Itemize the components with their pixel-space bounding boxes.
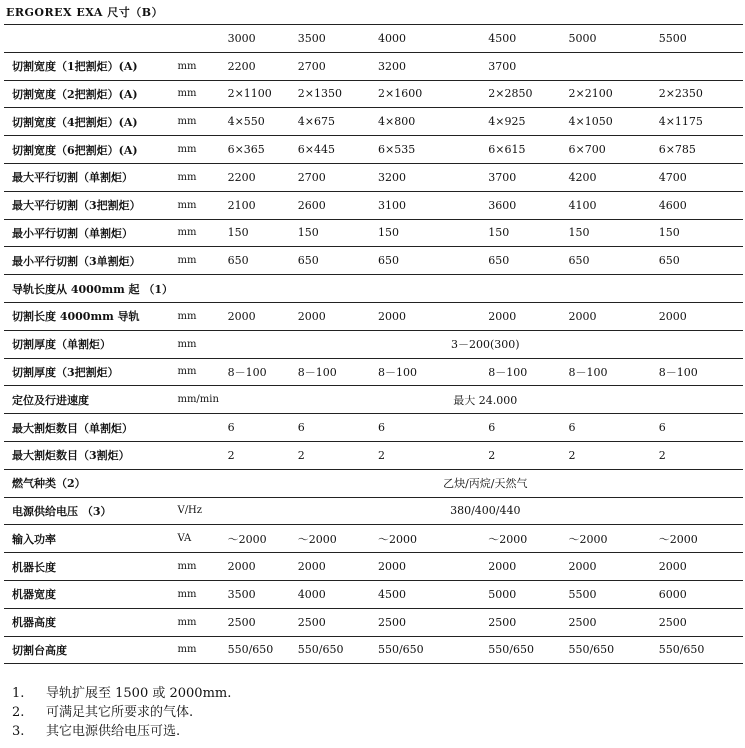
row-value: 6×615 xyxy=(488,143,526,157)
row-value: 3500 xyxy=(227,587,256,601)
row-value: 6×700 xyxy=(568,143,606,157)
row-label: 切割宽度（2把割炬）(A) xyxy=(12,87,138,101)
table-row xyxy=(4,136,743,164)
row-value: 3100 xyxy=(377,198,406,212)
row-value: 650 xyxy=(658,254,680,268)
row-value: 6 xyxy=(297,421,305,435)
row-label: 定位及行进速度 xyxy=(12,393,89,407)
row-value xyxy=(659,52,743,80)
row-value: 2000 xyxy=(377,309,406,323)
row-value: 4700 xyxy=(658,170,687,184)
row-value: 2700 xyxy=(297,170,326,184)
row-value: 650 xyxy=(227,254,249,268)
row-value: 150 xyxy=(377,226,399,240)
row-value: ～2000 xyxy=(488,532,528,546)
row-value: 550/650 xyxy=(568,643,615,657)
header-unit-cell xyxy=(177,25,227,53)
table-row xyxy=(4,219,743,247)
row-value: 4200 xyxy=(568,170,597,184)
row-value: 150 xyxy=(297,226,319,240)
row-value: 2000 xyxy=(568,560,597,574)
row-span-value: 最大 24.000 xyxy=(453,393,518,407)
table-row xyxy=(4,275,743,303)
row-value: 150 xyxy=(488,226,510,240)
row-value xyxy=(228,275,298,303)
row-value: 150 xyxy=(658,226,680,240)
row-value: 2000 xyxy=(488,560,517,574)
row-value: 2×1100 xyxy=(227,87,272,101)
header-cell: 4500 xyxy=(488,31,517,45)
row-value: 4×1050 xyxy=(568,115,613,129)
row-span-value: 380/400/440 xyxy=(450,504,521,518)
row-value: 5000 xyxy=(488,587,517,601)
row-value: 3700 xyxy=(488,59,517,73)
row-unit: VA xyxy=(177,533,192,545)
row-unit xyxy=(177,469,227,497)
row-value: 2500 xyxy=(568,615,597,629)
row-value: 4600 xyxy=(658,198,687,212)
row-value: ～2000 xyxy=(297,532,337,546)
row-value: 2000 xyxy=(658,309,687,323)
row-label: 最小平行切割（单割炬） xyxy=(12,226,133,240)
row-value: 2000 xyxy=(297,560,326,574)
row-label: 切割厚度（单割炬） xyxy=(12,338,111,352)
row-value: 650 xyxy=(488,254,510,268)
row-value: 2 xyxy=(227,448,235,462)
table-row xyxy=(4,497,743,525)
row-value: 2 xyxy=(297,448,305,462)
row-value: 6 xyxy=(377,421,385,435)
footnotes xyxy=(12,684,231,741)
row-label: 切割宽度（1把割炬）(A) xyxy=(12,60,138,74)
row-value: 2200 xyxy=(227,59,256,73)
row-unit: mm xyxy=(177,88,197,100)
footnote: 2. 可满足其它所要求的气体. xyxy=(12,705,194,720)
row-value: 2×2350 xyxy=(658,87,703,101)
header-cell: 5000 xyxy=(568,31,597,45)
header-label-cell xyxy=(4,25,177,53)
row-unit: mm xyxy=(177,199,197,211)
row-value: 2×2850 xyxy=(488,87,533,101)
row-value: 650 xyxy=(568,254,590,268)
row-value: 2200 xyxy=(227,170,256,184)
row-value: 8－100 xyxy=(568,365,608,379)
row-unit: mm xyxy=(177,588,197,600)
row-value: 2600 xyxy=(297,198,326,212)
row-unit: mm xyxy=(177,144,197,156)
row-value: 550/650 xyxy=(227,643,274,657)
page-title: ERGOREX EXA 尺寸（B） xyxy=(6,6,164,19)
table-row xyxy=(4,414,743,442)
row-unit: mm xyxy=(177,171,197,183)
row-value: 550/650 xyxy=(658,643,705,657)
table-row xyxy=(4,608,743,636)
row-value: 8－100 xyxy=(488,365,528,379)
row-value: 550/650 xyxy=(377,643,424,657)
row-unit: mm xyxy=(177,644,197,656)
footnote: 3. 其它电源供给电压可选. xyxy=(12,724,181,739)
row-label: 导轨长度从 4000mm 起 （1） xyxy=(12,282,174,296)
row-value: 2 xyxy=(488,448,496,462)
row-value: 2500 xyxy=(377,615,406,629)
table-row xyxy=(4,553,743,581)
row-label: 最大割炬数目（单割炬） xyxy=(12,421,133,435)
row-value: 2×1350 xyxy=(297,87,342,101)
row-value: 3200 xyxy=(377,170,406,184)
row-value xyxy=(568,52,658,80)
row-value: 6 xyxy=(227,421,235,435)
row-value: 2000 xyxy=(377,560,406,574)
table-row xyxy=(4,386,743,414)
row-value xyxy=(298,275,378,303)
row-value: ～2000 xyxy=(568,532,608,546)
row-label: 切割宽度（4把割炬）(A) xyxy=(12,115,138,129)
row-value: 4×675 xyxy=(297,115,335,129)
table-row xyxy=(4,525,743,553)
row-label: 切割厚度（3把割炬） xyxy=(12,365,119,379)
row-value: 4×800 xyxy=(377,115,416,129)
row-value: ～2000 xyxy=(227,532,267,546)
header-row xyxy=(4,25,743,53)
row-label: 切割宽度（6把割炬）(A) xyxy=(12,143,138,157)
row-value: 6×365 xyxy=(227,143,265,157)
row-value xyxy=(378,275,488,303)
row-value: 2 xyxy=(568,448,576,462)
row-value: 150 xyxy=(227,226,249,240)
row-value: 650 xyxy=(377,254,399,268)
row-value: 650 xyxy=(297,254,319,268)
row-value: 4×1175 xyxy=(658,115,703,129)
row-span-value: 3－200(300) xyxy=(451,338,520,352)
row-span-value: 乙炔/丙烷/天然气 xyxy=(443,477,528,491)
row-value: 8－100 xyxy=(227,365,267,379)
row-unit: mm xyxy=(177,616,197,628)
row-value: 150 xyxy=(568,226,590,240)
row-value: 6×785 xyxy=(658,143,696,157)
row-label: 输入功率 xyxy=(12,532,56,546)
row-label: 切割台高度 xyxy=(12,643,67,657)
table-row xyxy=(4,52,743,80)
row-value: 4500 xyxy=(377,587,406,601)
row-value: 2100 xyxy=(227,198,256,212)
table-row xyxy=(4,580,743,608)
footnote: 1. 导轨扩展至 1500 或 2000mm. xyxy=(12,686,232,701)
row-value: 3700 xyxy=(488,170,517,184)
row-value: 2500 xyxy=(297,615,326,629)
row-value: 2500 xyxy=(227,615,256,629)
row-value: 2000 xyxy=(297,309,326,323)
row-value: 2500 xyxy=(488,615,517,629)
row-value: 4×550 xyxy=(227,115,265,129)
spec-table-body xyxy=(4,25,743,664)
row-label: 机器高度 xyxy=(12,616,56,630)
table-row xyxy=(4,247,743,275)
row-value: 6×445 xyxy=(297,143,335,157)
row-unit: mm xyxy=(177,116,197,128)
row-value: 550/650 xyxy=(488,643,534,657)
row-unit xyxy=(177,414,227,442)
row-value: 6×535 xyxy=(377,143,416,157)
row-value: 3200 xyxy=(377,59,406,73)
row-unit xyxy=(177,441,227,469)
spec-table xyxy=(4,24,743,664)
row-value: 2×2100 xyxy=(568,87,613,101)
row-label: 机器宽度 xyxy=(12,588,56,602)
row-unit: mm xyxy=(177,366,197,378)
row-unit: mm xyxy=(177,310,197,322)
row-unit: mm/min xyxy=(177,394,219,406)
row-value: 2000 xyxy=(227,309,256,323)
row-unit: mm xyxy=(177,561,197,573)
table-row xyxy=(4,108,743,136)
row-label: 机器长度 xyxy=(12,560,56,574)
row-label: 最小平行切割（3单割炬） xyxy=(12,254,141,268)
table-row xyxy=(4,80,743,108)
row-value: 2 xyxy=(658,448,666,462)
row-value: 2000 xyxy=(488,309,517,323)
row-value xyxy=(488,275,568,303)
row-value: ～2000 xyxy=(377,532,417,546)
row-label: 最大平行切割（3把割炬） xyxy=(12,199,141,213)
row-value: 5500 xyxy=(568,587,597,601)
row-unit: V/Hz xyxy=(177,505,203,517)
table-row xyxy=(4,636,743,664)
row-unit xyxy=(177,275,227,303)
row-value: 2 xyxy=(377,448,385,462)
row-value: 8－100 xyxy=(658,365,698,379)
row-unit: mm xyxy=(177,227,197,239)
row-value: 4000 xyxy=(297,587,326,601)
row-value: 4×925 xyxy=(488,115,526,129)
row-value: 2000 xyxy=(568,309,597,323)
row-value: ～2000 xyxy=(658,532,698,546)
row-value: 2700 xyxy=(297,59,326,73)
header-cell: 5500 xyxy=(658,31,687,45)
table-row xyxy=(4,469,743,497)
row-value: 2000 xyxy=(658,560,687,574)
row-label: 燃气种类（2） xyxy=(12,477,86,491)
header-cell: 4000 xyxy=(377,31,406,45)
row-value xyxy=(568,275,658,303)
row-value: 6 xyxy=(568,421,576,435)
table-row xyxy=(4,358,743,386)
row-label: 最大割炬数目（3割炬） xyxy=(12,449,130,463)
row-value: 6 xyxy=(658,421,666,435)
row-label: 切割长度 4000mm 导轨 xyxy=(12,310,140,324)
row-unit: mm xyxy=(177,338,197,350)
table-row xyxy=(4,441,743,469)
row-value: 3600 xyxy=(488,198,517,212)
row-value: 2×1600 xyxy=(377,87,423,101)
table-row xyxy=(4,330,743,358)
row-value: 6000 xyxy=(658,587,687,601)
row-unit: mm xyxy=(177,255,197,267)
header-cell: 3000 xyxy=(227,31,256,45)
row-value: 6 xyxy=(488,421,496,435)
row-value: 8－100 xyxy=(297,365,337,379)
table-row xyxy=(4,191,743,219)
row-value: 4100 xyxy=(568,198,597,212)
table-row xyxy=(4,163,743,191)
row-value: 2000 xyxy=(227,560,256,574)
row-value: 8－100 xyxy=(377,365,417,379)
table-row xyxy=(4,302,743,330)
row-value: 2500 xyxy=(658,615,687,629)
row-value: 550/650 xyxy=(297,643,344,657)
row-label: 最大平行切割（单割炬） xyxy=(12,171,133,185)
header-cell: 3500 xyxy=(297,31,326,45)
row-value xyxy=(659,275,743,303)
row-label: 电源供给电压 （3） xyxy=(12,504,112,518)
row-unit: mm xyxy=(177,60,197,72)
